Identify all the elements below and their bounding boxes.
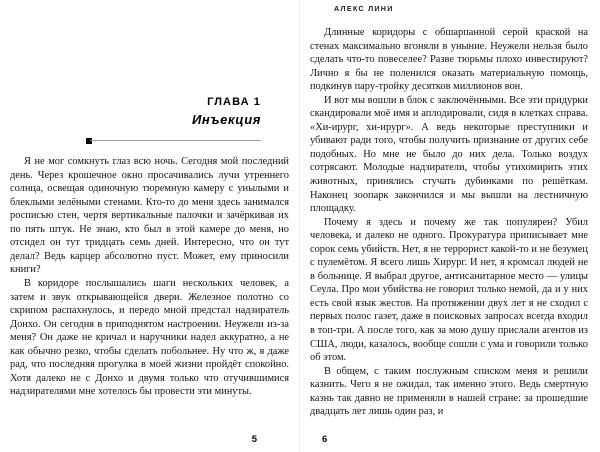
- paragraph: Длинные коридоры с обшарпанной серой краской на стенах максимально вгоняли в уныние. Неужели нельзя было сделать что-то повеселее? Разве тюрьмы плохо инвестируют? Лично я бы не поленился оказать материальную помощь, подкинув пару-тройку десятков миллионов вон.: [310, 27, 588, 93]
- chapter-number: ГЛАВА 1: [207, 96, 261, 108]
- left-page: [0, 0, 299, 452]
- right-page: [300, 0, 600, 452]
- chapter-divider: [86, 137, 261, 144]
- paragraph: Я не мог сомкнуть глаз всю ночь. Сегодня мой последний день. Через крошечное окно просачивались лучи утреннего солнца, освещая одиночную тюремную камеру с унылыми и блеклыми зелёными стенами. Кто-то до меня здесь занимался росписью стен, чертя вертикальные палочки и зачёркивая их по пять штук. Не знаю, кто был в этой камере до меня, но отсидел он тут тридцать семь дней. Интересно, что он тут делал? Ведь карцер абсолютно пуст. Может, ему приносили книги?: [10, 156, 289, 276]
- paragraph: И вот мы вошли в блок с заключёнными. Все эти придурки скандировали моё имя и аплодировали, сидя в клетках справа. «Хи-ирург, хи-ирург». А ведь некоторые преступники и убивают ради того, чтобы получить признание от других себе подобных. Но мне не было до них дела. Только воздух сотрясают. Молодые надзиратели, чтобы утихомирить этих животных, принялись стучать дубинками по решёткам. Наконец зоопарк закончился и мы вышли на лестничную площадку.: [310, 94, 588, 215]
- right-page-body: [310, 26, 588, 419]
- running-header-author: АЛЕКС ЛИНИ: [334, 4, 394, 13]
- divider-rule: [90, 140, 261, 141]
- chapter-heading-block: [10, 96, 289, 128]
- paragraph: В общем, с таким послужным списком меня и решили казнить. Чего я не ожидал, так именно этого. Ведь смертную казнь так давно не применяли в нашей стране: за прошедшие двадцать лет лишь один раз, и: [310, 365, 588, 418]
- paragraph: В коридоре послышались шаги нескольких человек, а затем и звук открывающейся двери. Железное полотно со скрипом распахнулось, и передо мной предстал надзиратель Донхо. Он сегодня в приподнятом настроении. Неужели из-за меня? Он даже не кричал и наручники надел аккуратно, а не как обычно резко, чтобы сделать побольнее. Ну что ж, я даже рад, что последняя прогулка в моей жизни пройдёт спокойно. Хотя далеко не с Донхо и двумя только что отучившимися надзирателями мне хотелось бы провести эти минуты.: [10, 277, 289, 398]
- chapter-title: Инъекция: [191, 112, 261, 128]
- paragraph: Почему я здесь и почему же так популярен? Убил человека, и далеко не одного. Прокуратура приписывает мне сорок семь убийств. Нет, я не террорист какой-то и не безумец с пулемётом. Я всего лишь Хирург. И нет, я кромсал людей не в больнице. Я выбрал другое, антисанитарное место — улицы Сеула. Про мои убийства не говорил только немой, да и у них есть свой язык жестов. На протяжении двух лет я не сходил с первых полос газет, даже в поисковых запросах всегда входил в топ-три. А после того, как за мою душу прислали агентов из США, люди, казалось, вообще сошли с ума и говорили только об этом.: [310, 216, 588, 364]
- left-page-body: [10, 155, 289, 399]
- page-number-right: 6: [322, 434, 328, 445]
- page-number-left: 5: [251, 434, 257, 445]
